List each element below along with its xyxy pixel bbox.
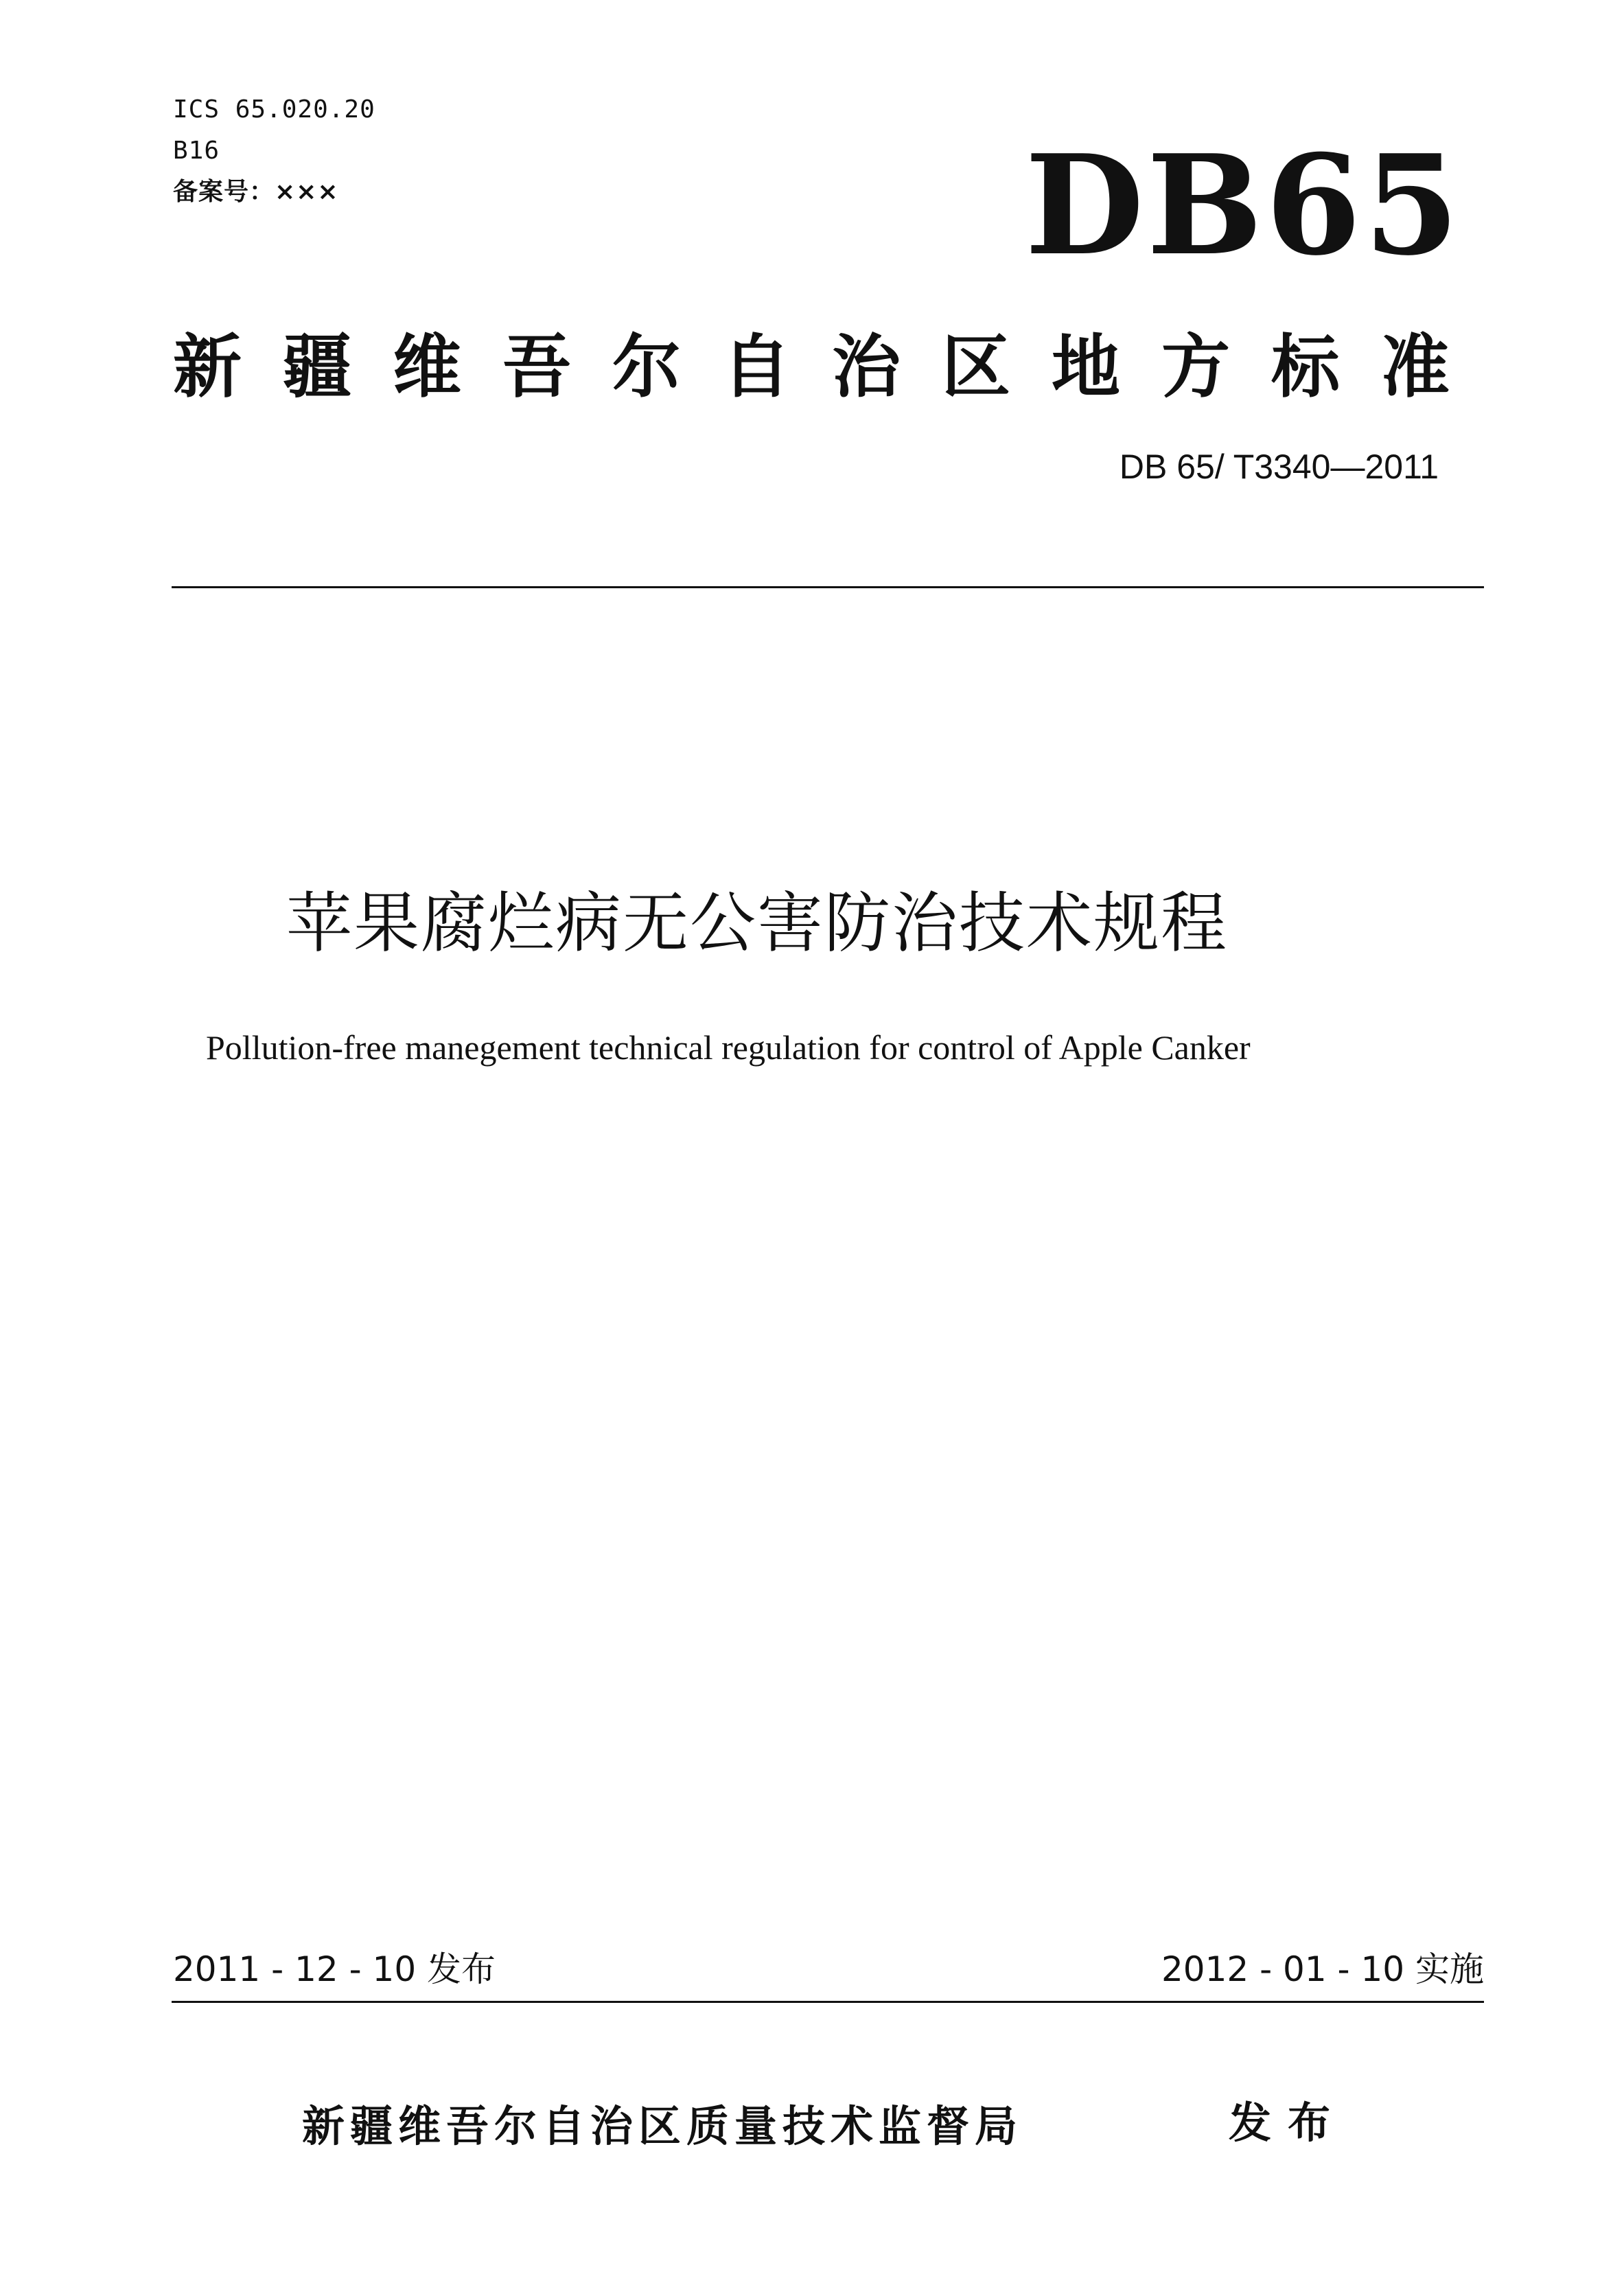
issuing-authority: 新疆维吾尔自治区质量技术监督局 <box>302 2101 1023 2151</box>
standard-type-char: 尔 <box>612 327 681 407</box>
standard-type-char: 疆 <box>283 327 351 407</box>
title-chinese: 苹果腐烂病无公害防治技术规程 <box>286 885 1228 962</box>
standard-type-char: 准 <box>1381 327 1450 407</box>
standard-type-char: 自 <box>722 327 791 407</box>
header-divider <box>172 586 1484 588</box>
standard-type-char: 吾 <box>502 327 571 407</box>
implementation-date: 2012 - 01 - 10 实施 <box>1161 1949 1484 1989</box>
standard-type-char: 地 <box>1052 327 1120 407</box>
standard-type-char: 新 <box>173 327 242 407</box>
standard-type-char: 区 <box>942 327 1010 407</box>
standard-type-heading <box>173 329 1450 405</box>
standard-number: DB 65/ T3340—2011 <box>1119 448 1439 486</box>
issue-date: 2011 - 12 - 10 发布 <box>173 1949 496 1989</box>
standard-type-char: 治 <box>832 327 901 407</box>
standard-type-char: 标 <box>1271 327 1340 407</box>
dates-divider <box>172 2001 1484 2003</box>
title-english: Pollution-free manegement technical regulation for control of Apple Canker <box>206 1028 1251 1067</box>
issuing-action: 发布 <box>1229 2098 1347 2148</box>
classification-code: B16 <box>173 137 220 165</box>
standard-mark: DB65 <box>1025 125 1462 286</box>
ics-code: ICS 65.020.20 <box>173 95 375 124</box>
standard-type-char: 方 <box>1161 327 1230 407</box>
standard-type-char: 维 <box>393 327 461 407</box>
record-number: 备案号：××× <box>173 178 339 206</box>
